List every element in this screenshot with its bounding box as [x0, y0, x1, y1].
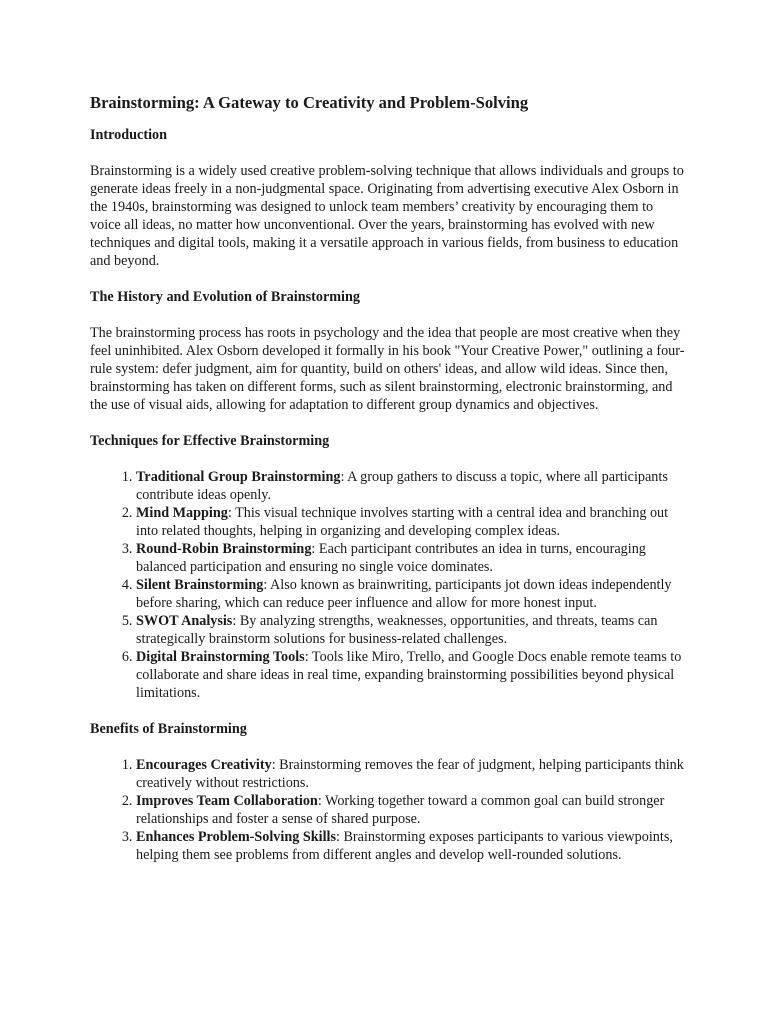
list-item — [136, 540, 686, 576]
introduction-paragraph: Brainstorming is a widely used creative problem-solving technique that allows individuals and groups to generate ideas freely in a non-judgmental space. Originating from advertising executive Alex Osborn in the 1940s, brainstorming was designed to unlock team members’ creativity by encouraging them to voice all ideas, no matter how unconventional. Over the years, brainstorming has evolved with new techniques and digital tools, making it a versatile approach in various fields, from business to education and beyond. — [90, 163, 684, 269]
list-item — [136, 612, 686, 648]
document-page — [90, 92, 686, 882]
techniques-list — [90, 468, 686, 702]
benefit-term: Encourages Creativity — [136, 757, 272, 773]
list-item — [136, 792, 686, 828]
benefit-term: Enhances Problem-Solving Skills — [136, 829, 336, 845]
technique-term: Digital Brainstorming Tools — [136, 649, 305, 665]
list-item — [136, 468, 686, 504]
technique-description: : Tools like Miro, Trello, and Google Docs enable remote teams to collaborate and share ideas in real time, expanding brainstorming possibilities beyond physical limitations. — [136, 649, 682, 701]
benefit-description: : Brainstorming removes the fear of judgment, helping participants think creatively without restrictions. — [136, 757, 684, 791]
list-item — [136, 756, 686, 792]
techniques-heading: Techniques for Effective Brainstorming — [90, 433, 330, 449]
benefit-term: Improves Team Collaboration — [136, 793, 318, 809]
document-title: Brainstorming: A Gateway to Creativity and Problem-Solving — [90, 93, 529, 112]
technique-term: Round-Robin Brainstorming — [136, 541, 312, 557]
technique-description: : Each participant contributes an idea in turns, encouraging balanced participation and ensuring no single voice dominates. — [136, 541, 646, 575]
benefits-list — [90, 756, 686, 864]
history-heading: The History and Evolution of Brainstorming — [90, 289, 360, 305]
technique-description: : This visual technique involves starting with a central idea and branching out into related thoughts, helping in organizing and developing complex ideas. — [136, 505, 669, 539]
technique-term: SWOT Analysis — [136, 613, 233, 629]
technique-description: : By analyzing strengths, weaknesses, opportunities, and threats, teams can strategically brainstorm solutions for business-related challenges. — [136, 613, 658, 647]
list-item — [136, 828, 686, 864]
list-item — [136, 576, 686, 612]
technique-description: : A group gathers to discuss a topic, where all participants contribute ideas openly. — [136, 469, 668, 503]
list-item — [136, 504, 686, 540]
benefit-description: : Working together toward a common goal can build stronger relationships and foster a sense of shared purpose. — [136, 793, 665, 827]
list-item — [136, 648, 686, 702]
introduction-heading: Introduction — [90, 127, 167, 143]
technique-term: Traditional Group Brainstorming — [136, 469, 341, 485]
technique-description: : Also known as brainwriting, participants jot down ideas independently before sharing, which can reduce peer influence and allow for more honest input. — [136, 577, 672, 611]
technique-term: Mind Mapping — [136, 505, 228, 521]
history-paragraph: The brainstorming process has roots in psychology and the idea that people are most creative when they feel uninhibited. Alex Osborn developed it formally in his book "Your Creative Power," outlining a four-rule system: defer judgment, aim for quantity, build on others' ideas, and allow wild ideas. Since then, brainstorming has taken on different forms, such as silent brainstorming, electronic brainstorming, and the use of visual aids, allowing for adaptation to different group dynamics and objectives. — [90, 325, 685, 413]
technique-term: Silent Brainstorming — [136, 577, 264, 593]
benefits-heading: Benefits of Brainstorming — [90, 721, 247, 737]
benefit-description: : Brainstorming exposes participants to various viewpoints, helping them see problems from different angles and develop well-rounded solutions. — [136, 829, 673, 863]
